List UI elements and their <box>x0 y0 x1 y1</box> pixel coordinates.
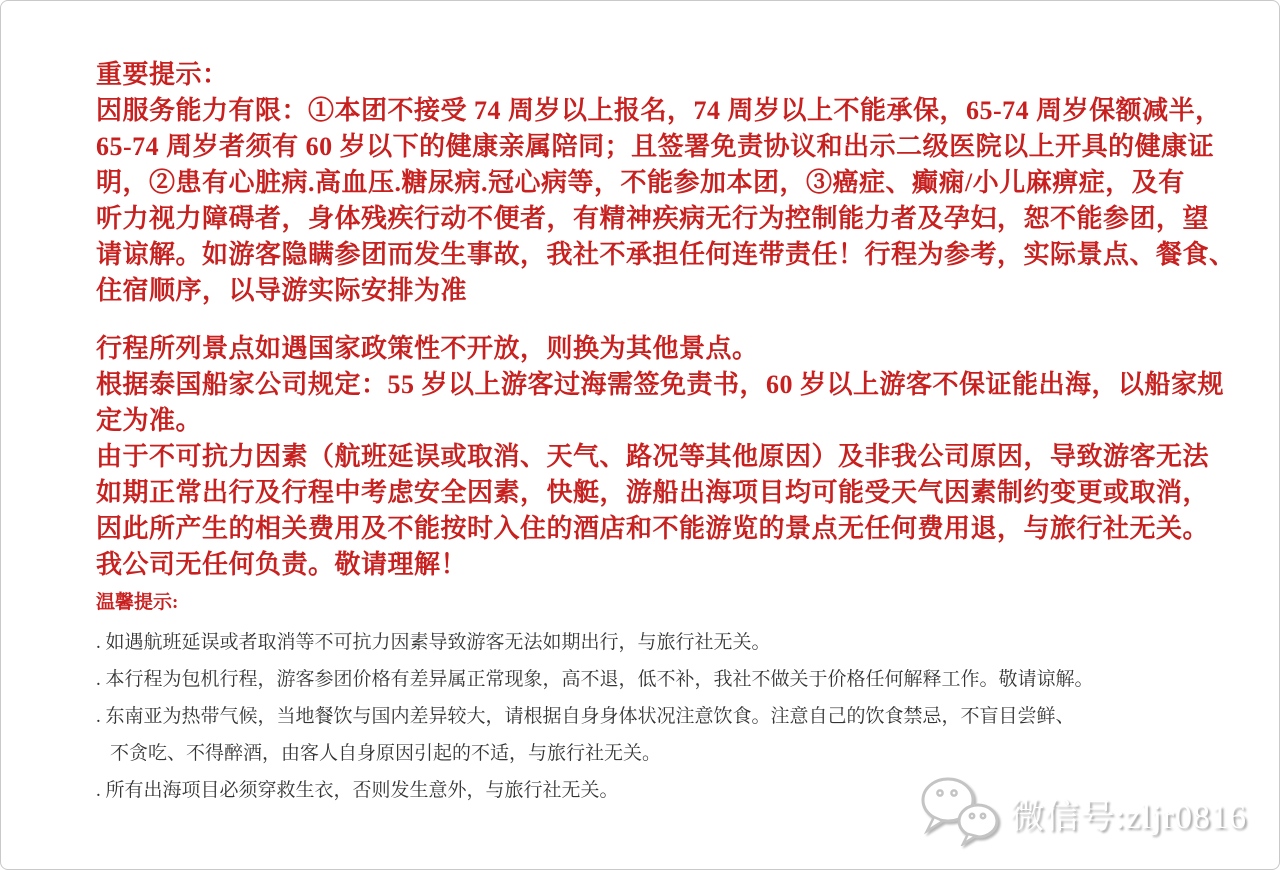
notice-line: 听力视力障碍者，身体残疾行动不便者，有精神疾病无行为控制能力者及孕妇，恕不能参团，望 <box>96 204 1210 233</box>
tip-item: . 所有出海项目必须穿救生衣，否则发生意外，与旅行社无关。 <box>96 780 619 801</box>
tip-item: . 如遇航班延误或者取消等不可抗力因素导致游客无法如期出行，与旅行社无关。 <box>96 632 771 653</box>
policy-line: 因此所产生的相关费用及不能按时入住的酒店和不能游览的景点无任何费用退，与旅行社无关。 <box>96 514 1210 543</box>
notice-line: 65-74 周岁者须有 60 岁以下的健康亲属陪同；且签署免责协议和出示二级医院以上开具的健康证 <box>96 132 1215 161</box>
notice-line: 请谅解。如游客隐瞒参团而发生事故，我社不承担任何连带责任！行程为参考，实际景点、餐食、 <box>96 240 1236 269</box>
paragraph-gap <box>96 309 1201 331</box>
wechat-icon <box>920 776 1000 851</box>
tip-item-continuation: 不贪吃、不得醉酒，由客人自身原因引起的不适，与旅行社无关。 <box>110 743 662 764</box>
wechat-id-text: 微信号:zljr0816 <box>1010 799 1247 836</box>
policy-line: 我公司无任何负责。敬请理解！ <box>96 550 468 579</box>
policy-line: 由于不可抗力因素（航班延误或取消、天气、路况等其他原因）及非我公司原因，导致游客无法 <box>96 442 1210 471</box>
important-notice-title: 重要提示： <box>96 60 229 89</box>
warm-tips-title: 温馨提示: <box>96 592 179 613</box>
policy-line: 定为准。 <box>96 406 203 435</box>
wechat-watermark <box>920 776 1247 851</box>
notice-line: 明，②患有心脏病.高血压.糖尿病.冠心病等，不能参加本团，③癌症、癫痫/小儿麻痹症，及有 <box>96 168 1185 197</box>
document-content <box>96 57 1236 809</box>
tip-item: . 本行程为包机行程，游客参团价格有差异属正常现象，高不退，低不补，我社不做关于价格任何解释工作。敬请谅解。 <box>96 669 1094 690</box>
policy-line: 行程所列景点如遇国家政策性不开放，则换为其他景点。 <box>96 334 759 363</box>
tip-item: . 东南亚为热带气候，当地餐饮与国内差异较大，请根据自身身体状况注意饮食。注意自己的饮食禁忌，不盲目尝鲜、 <box>96 706 1075 727</box>
policy-line: 根据泰国船家公司规定：55 岁以上游客过海需签免责书，60 岁以上游客不保证能出海，以船家规 <box>96 370 1225 399</box>
notice-line: 因服务能力有限：①本团不接受 74 周岁以上报名，74 周岁以上不能承保，65-74 周岁保额减半， <box>96 96 1222 125</box>
policy-line: 如期正常出行及行程中考虑安全因素，快艇，游船出海项目均可能受天气因素制约变更或取消， <box>96 478 1210 507</box>
notice-line: 住宿顺序，以导游实际安排为准 <box>96 276 468 305</box>
